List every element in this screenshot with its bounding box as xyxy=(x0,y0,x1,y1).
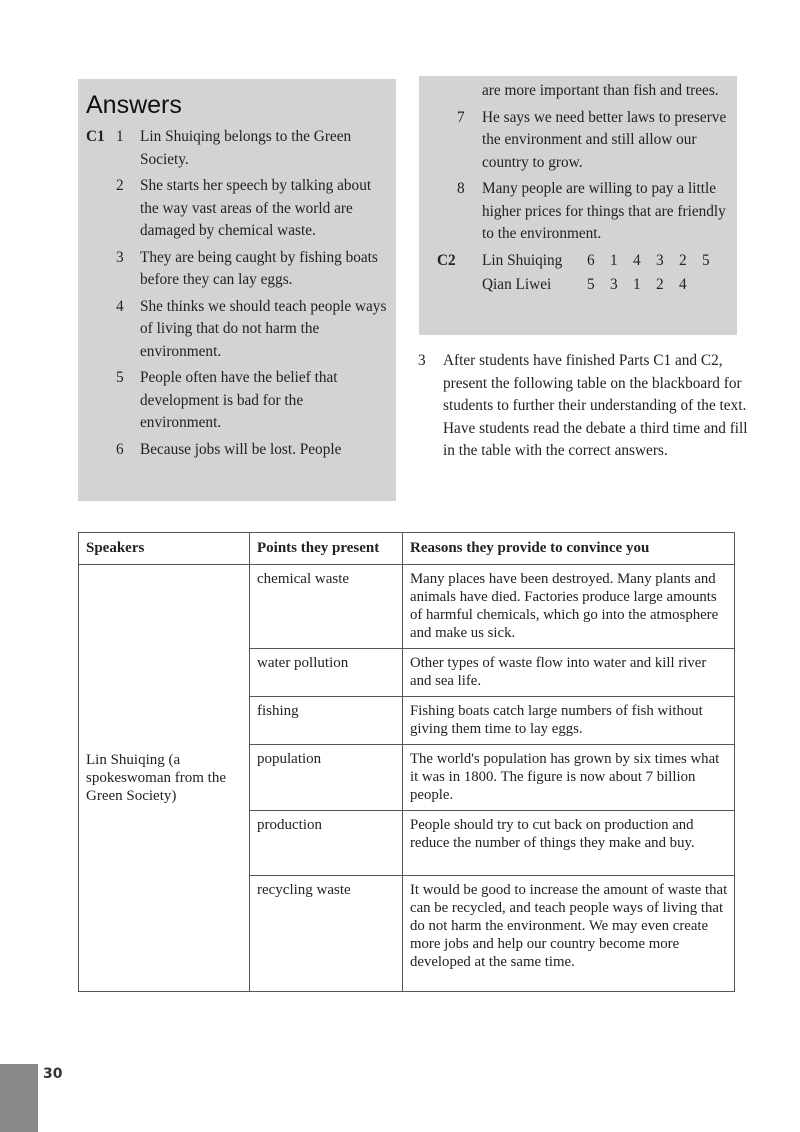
section-label-c1: C1 xyxy=(86,128,105,145)
reason-cell: Other types of waste flow into water and kill river and sea life. xyxy=(403,649,735,697)
page-tab xyxy=(0,1064,38,1132)
header-speakers: Speakers xyxy=(79,533,250,565)
answers-box-right xyxy=(419,76,737,335)
reason-cell: People should try to cut back on production and reduce the number of things they make and buy. xyxy=(403,811,735,876)
answer-item: 2 She starts her speech by talking about the way vast areas of the world are damaged by chemical waste. xyxy=(116,177,372,239)
reason-cell: Fishing boats catch large numbers of fish without giving them time to lay eggs. xyxy=(403,697,735,745)
page-number: 30 xyxy=(43,1066,63,1082)
point-cell: production xyxy=(250,811,403,876)
header-reasons: Reasons they provide to convince you xyxy=(403,533,735,565)
answer-item: 8 Many people are willing to pay a little higher prices for things that are friendly to the environment. xyxy=(457,180,726,242)
answer-item-continued: are more important than fish and trees. xyxy=(482,82,719,99)
reason-cell: It would be good to increase the amount of waste that can be recycled, and teach people ways of living that do not harm the environment. We may even create more jobs and help our country become more developed at the same time. xyxy=(403,876,735,992)
point-cell: population xyxy=(250,745,403,811)
c2-order: 6 1 4 3 2 5 xyxy=(587,251,710,269)
answer-item: 7 He says we need better laws to preserve the environment and still allow our country to grow. xyxy=(457,108,727,171)
c2-row: Qian Liwei 5 3 1 2 4 xyxy=(427,274,729,297)
point-cell: fishing xyxy=(250,697,403,745)
speaker-cell: Lin Shuiqing (a spokeswoman from the Green Society) xyxy=(79,565,250,992)
answers-title: Answers xyxy=(86,91,182,119)
c2-order: 5 3 1 2 4 xyxy=(587,276,687,293)
c2-row: C2 Lin Shuiqing 6 1 4 3 2 5 xyxy=(427,250,729,273)
point-cell: recycling waste xyxy=(250,876,403,992)
table-row xyxy=(79,565,735,649)
point-cell: chemical waste xyxy=(250,565,403,649)
step-3-instructions: 3 After students have finished Parts C1 and C2, present the following table on the blackboard for students to further their understanding of the text. Have students read the debate a third time and fill in the table with the correct answers. xyxy=(418,352,748,459)
point-cell: water pollution xyxy=(250,649,403,697)
header-points: Points they present xyxy=(250,533,403,565)
section-label-c2: C2 xyxy=(437,251,456,269)
answer-item: 6 Because jobs will be lost. People xyxy=(116,440,342,458)
reason-cell: The world's population has grown by six times what it was in 1800. The figure is now about 7 billion people. xyxy=(403,745,735,811)
answer-item: 3 They are being caught by fishing boats before they can lay eggs. xyxy=(116,248,378,288)
answer-item: 5 People often have the belief that development is bad for the environment. xyxy=(116,369,338,431)
answer-item: 4 She thinks we should teach people ways of living that do not harm the environment. xyxy=(116,297,387,360)
table-header-row xyxy=(79,533,735,565)
answers-box-left xyxy=(78,79,396,501)
answer-item: C1 1 Lin Shuiqing belongs to the Green Society. xyxy=(86,128,352,168)
reason-cell: Many places have been destroyed. Many plants and animals have died. Factories produce large amounts of harmful chemicals, which go into the atmosphere and make us sick. xyxy=(403,565,735,649)
debate-table xyxy=(78,532,735,992)
